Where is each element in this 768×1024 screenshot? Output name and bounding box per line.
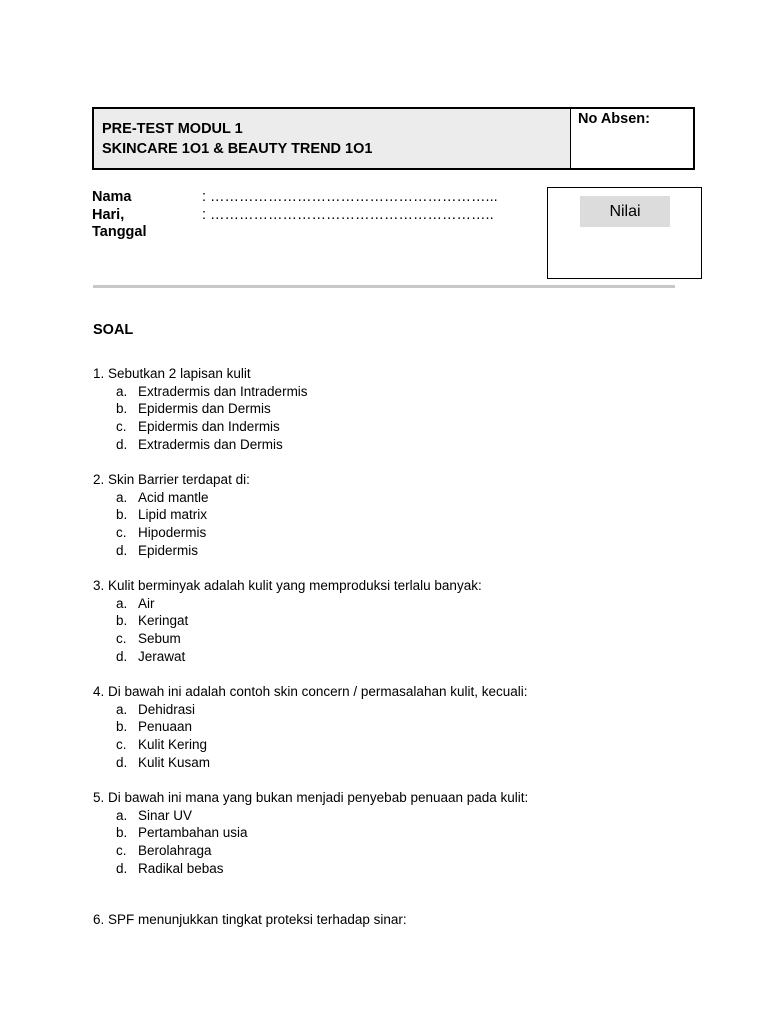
option-letter: c.: [116, 737, 127, 753]
nilai-box[interactable]: [547, 187, 702, 279]
option-text: Dehidrasi: [138, 701, 196, 717]
option-text: Kulit Kusam: [138, 754, 211, 770]
question-2: [93, 471, 250, 560]
question-text: 3. Kulit berminyak adalah kulit yang memproduksi terlalu banyak:: [93, 578, 482, 593]
option-text: Epidermis: [138, 542, 199, 558]
option-letter: a.: [116, 595, 128, 611]
hari-row[interactable]: [92, 207, 498, 225]
no-absen-label: No Absen:: [578, 111, 650, 127]
option-text: Lipid matrix: [138, 507, 208, 523]
option-text: Pertambahan usia: [138, 825, 248, 841]
option-text: Sinar UV: [138, 807, 193, 823]
option-b[interactable]: [93, 824, 528, 842]
option-a[interactable]: [93, 595, 482, 613]
option-letter: c.: [116, 419, 127, 435]
nama-label: Nama: [92, 189, 132, 205]
question-text: 4. Di bawah ini adalah contoh skin concern / permasalahan kulit, kecuali:: [93, 684, 528, 699]
title-cell: [94, 109, 571, 168]
option-letter: b.: [116, 719, 128, 735]
option-text: Kulit Kering: [138, 737, 208, 753]
hari-label: Hari,: [92, 206, 125, 223]
option-c[interactable]: [93, 524, 250, 542]
option-letter: b.: [116, 507, 128, 523]
student-info: [92, 189, 498, 242]
question-3: [93, 577, 482, 666]
no-absen-cell[interactable]: [571, 109, 693, 168]
option-d[interactable]: [93, 754, 528, 772]
question-6: [93, 911, 407, 929]
question-text: 5. Di bawah ini mana yang bukan menjadi penyebab penuaan pada kulit:: [93, 790, 529, 805]
option-letter: d.: [116, 542, 128, 558]
option-text: Epidermis dan Indermis: [138, 419, 280, 435]
option-c[interactable]: [93, 418, 308, 436]
option-text: Jerawat: [138, 648, 186, 664]
option-letter: a.: [116, 701, 128, 717]
option-c[interactable]: [93, 630, 482, 648]
nama-field[interactable]: : …………………………………………………...: [202, 189, 498, 205]
option-d[interactable]: [93, 860, 528, 878]
option-text: Penuaan: [138, 719, 193, 735]
question-text: 1. Sebutkan 2 lapisan kulit: [93, 366, 251, 381]
tanggal-row: [92, 224, 498, 242]
tanggal-label: Tanggal: [92, 224, 147, 240]
option-letter: a.: [116, 489, 128, 505]
option-letter: c.: [116, 525, 127, 541]
option-text: Air: [138, 595, 155, 611]
option-a[interactable]: [93, 489, 250, 507]
nilai-label: Nilai: [580, 196, 670, 227]
option-letter: a.: [116, 383, 128, 399]
option-a[interactable]: [93, 383, 308, 401]
option-letter: d.: [116, 754, 128, 770]
title-line-2: SKINCARE 1O1 & BEAUTY TREND 1O1: [102, 141, 373, 157]
option-text: Radikal bebas: [138, 860, 224, 876]
option-c[interactable]: [93, 736, 528, 754]
nama-row[interactable]: [92, 189, 498, 207]
option-letter: d.: [116, 648, 128, 664]
question-1: [93, 365, 308, 454]
option-text: Hipodermis: [138, 525, 207, 541]
option-text: Sebum: [138, 631, 181, 647]
option-c[interactable]: [93, 842, 528, 860]
option-text: Epidermis dan Dermis: [138, 401, 271, 417]
option-d[interactable]: [93, 436, 308, 454]
option-text: Berolahraga: [138, 843, 212, 859]
option-b[interactable]: [93, 718, 528, 736]
title-line-1: PRE-TEST MODUL 1: [102, 121, 243, 137]
option-text: Keringat: [138, 613, 189, 629]
option-text: Extradermis dan Intradermis: [138, 383, 308, 399]
question-text: 6. SPF menunjukkan tingkat proteksi terhadap sinar:: [93, 912, 407, 927]
option-b[interactable]: [93, 506, 250, 524]
soal-heading: SOAL: [93, 322, 134, 338]
option-letter: b.: [116, 613, 128, 629]
option-text: Extradermis dan Dermis: [138, 436, 283, 452]
option-b[interactable]: [93, 612, 482, 630]
option-a[interactable]: [93, 807, 528, 825]
option-text: Acid mantle: [138, 489, 209, 505]
option-letter: d.: [116, 436, 128, 452]
header-table: [92, 107, 695, 170]
option-letter: c.: [116, 843, 127, 859]
divider: [93, 285, 675, 288]
hari-field[interactable]: : …………………………………………………..: [202, 206, 494, 223]
question-text: 2. Skin Barrier terdapat di:: [93, 472, 250, 487]
option-d[interactable]: [93, 542, 250, 560]
option-letter: b.: [116, 401, 128, 417]
option-b[interactable]: [93, 400, 308, 418]
option-d[interactable]: [93, 648, 482, 666]
question-5: [93, 789, 528, 878]
option-letter: c.: [116, 631, 127, 647]
option-letter: a.: [116, 807, 128, 823]
option-letter: b.: [116, 825, 128, 841]
option-letter: d.: [116, 860, 128, 876]
option-a[interactable]: [93, 701, 528, 719]
question-4: [93, 683, 528, 772]
